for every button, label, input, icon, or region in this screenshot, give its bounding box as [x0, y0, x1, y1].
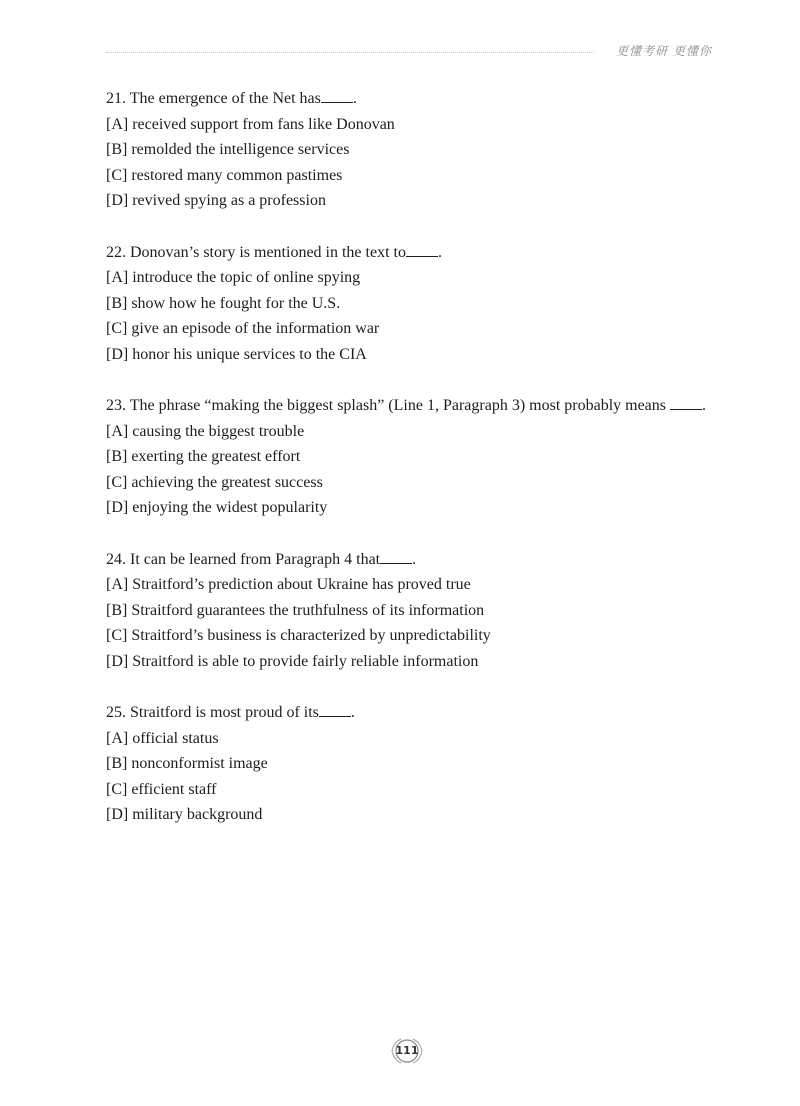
answer-blank	[670, 395, 702, 410]
option-a: [A] Straitford’s prediction about Ukraine has proved true	[106, 576, 471, 593]
stem-text: 24. It can be learned from Paragraph 4 that	[106, 550, 381, 568]
stem-end: .	[412, 550, 417, 568]
option-b: [B] nonconformist image	[106, 755, 268, 772]
question-list	[106, 86, 712, 854]
question-22	[106, 240, 712, 368]
stem-end: .	[350, 704, 355, 721]
stem-end: .	[702, 397, 707, 414]
stem-text: 23. The phrase “making the biggest splash” (Line 1, Paragraph 3) most probably means	[106, 397, 667, 414]
page-number-text: 111	[395, 1044, 419, 1057]
page-number	[389, 1036, 425, 1066]
answer-blank	[321, 88, 353, 103]
option-b: [B] show how he fought for the U.S.	[106, 294, 341, 312]
question-21	[106, 86, 712, 214]
option-b: [B] Straitford guarantees the truthfulness of its information	[106, 601, 485, 619]
answer-blank	[380, 549, 412, 564]
option-d: [D] Straitford is able to provide fairly reliable information	[106, 652, 479, 670]
option-b: [B] exerting the greatest effort	[106, 448, 301, 465]
answer-blank	[319, 702, 351, 717]
option-c: [C] achieving the greatest success	[106, 473, 323, 491]
question-23	[106, 393, 712, 521]
question-stem	[106, 393, 712, 419]
option-d: [D] enjoying the widest popularity	[106, 499, 328, 516]
stem-end: .	[352, 90, 357, 107]
header-rule	[106, 52, 594, 53]
option-d: [D] revived spying as a profession	[106, 192, 326, 209]
page-header	[106, 40, 712, 64]
option-a: [A] introduce the topic of online spying	[106, 269, 361, 286]
option-a: [A] received support from fans like Donovan	[106, 115, 395, 133]
question-24	[106, 547, 712, 675]
question-stem	[106, 700, 712, 726]
option-a: [A] official status	[106, 729, 219, 747]
question-stem	[106, 86, 712, 112]
stem-text: 25. Straitford is most proud of its	[106, 704, 319, 721]
question-stem	[106, 240, 712, 266]
header-slogan: 更懂考研 更懂你	[616, 44, 712, 58]
option-b: [B] remolded the intelligence services	[106, 141, 350, 158]
question-25	[106, 700, 712, 828]
option-d: [D] military background	[106, 806, 263, 823]
answer-blank	[406, 242, 438, 257]
option-c: [C] restored many common pastimes	[106, 166, 343, 184]
option-c: [C] Straitford’s business is characterized by unpredictability	[106, 627, 491, 644]
option-c: [C] give an episode of the information war	[106, 320, 380, 337]
stem-end: .	[437, 243, 442, 261]
stem-text: 22. Donovan’s story is mentioned in the text to	[106, 243, 406, 261]
option-a: [A] causing the biggest trouble	[106, 422, 305, 440]
option-c: [C] efficient staff	[106, 780, 217, 798]
stem-text: 21. The emergence of the Net has	[106, 90, 321, 107]
option-d: [D] honor his unique services to the CIA	[106, 345, 367, 363]
question-stem	[106, 547, 712, 573]
